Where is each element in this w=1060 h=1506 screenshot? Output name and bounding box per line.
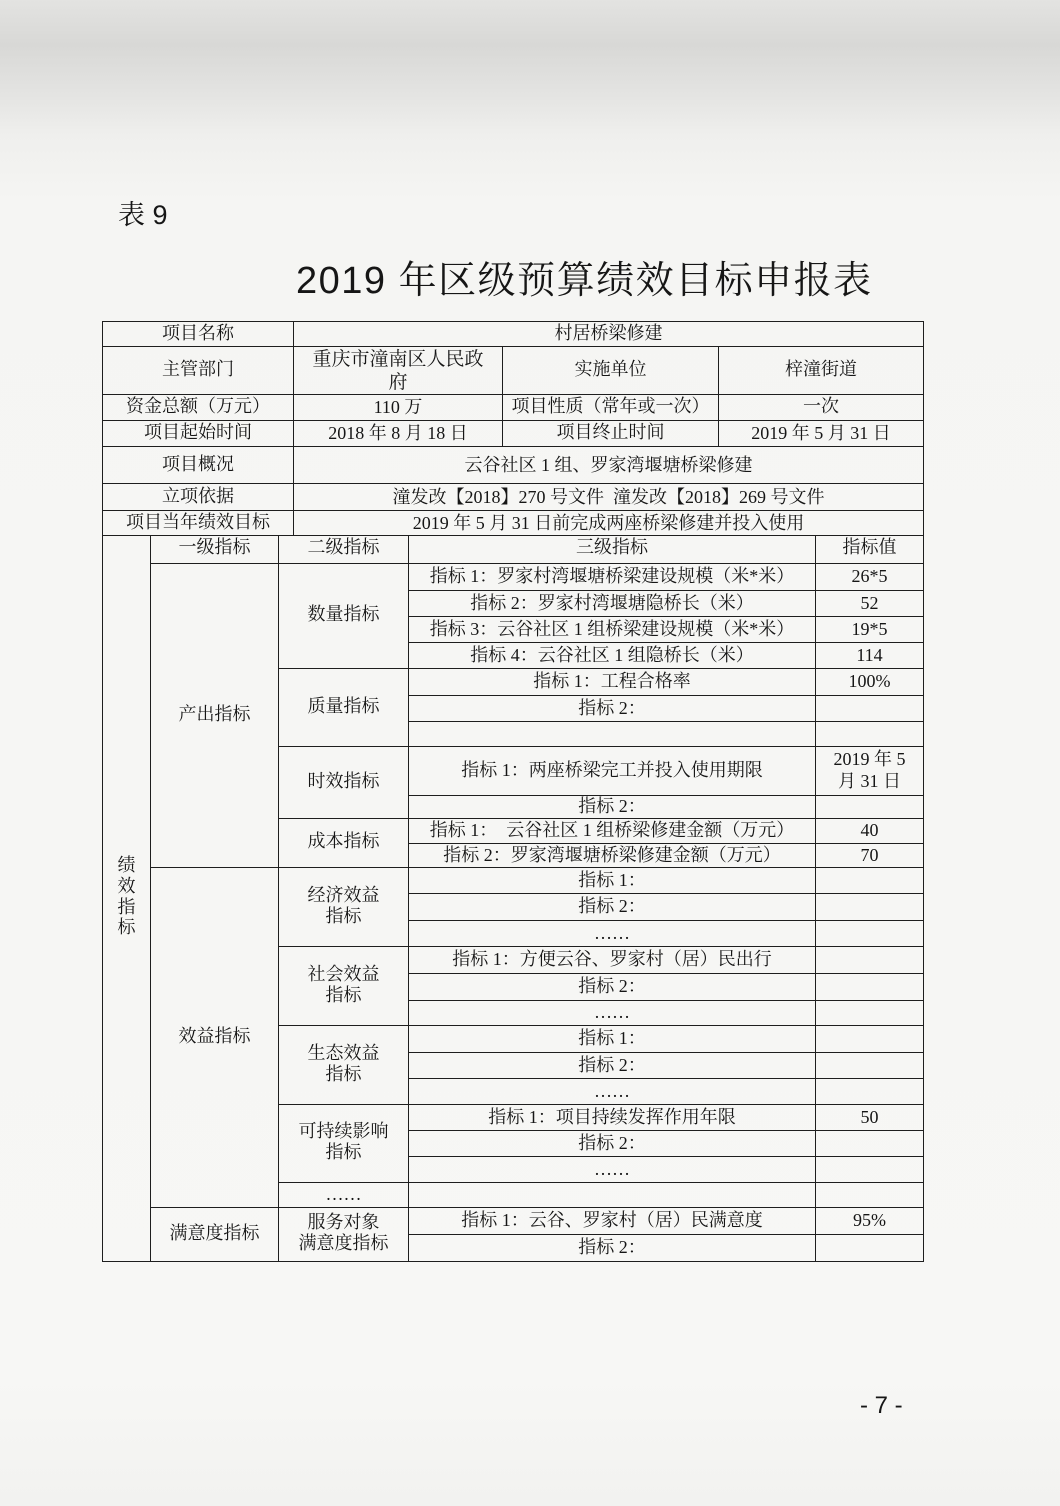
level3-indicator: 指标 1：项目持续发挥作用年限	[409, 1104, 816, 1130]
performance-indicators-cell	[103, 535, 151, 1261]
table-row	[103, 1207, 924, 1234]
indicator-value	[816, 695, 924, 721]
level3-indicator: 指标 1：	[409, 867, 816, 893]
indicator-value	[816, 1052, 924, 1078]
annual-goal-label: 项目当年绩效目标	[103, 511, 294, 536]
level3-indicator: 指标 1：罗家村湾堰塘桥梁建设规模（米*米）	[409, 563, 816, 590]
goal-row	[103, 511, 924, 536]
approval-basis-value: 潼发改【2018】270 号文件 潼发改【2018】269 号文件	[294, 484, 924, 511]
level3-indicator: 指标 2：	[409, 973, 816, 1000]
indicator-value	[816, 893, 924, 920]
level3-indicator: 指标 2：	[409, 893, 816, 920]
project-nature-label: 项目性质（常年或一次）	[503, 395, 719, 421]
level1-label: 产出指标	[151, 563, 279, 867]
indicator-value: 114	[816, 642, 924, 668]
page-number: - 7 -	[860, 1392, 903, 1419]
performance-indicators-table	[102, 535, 924, 1262]
table-row	[103, 563, 924, 590]
project-overview-label: 项目概况	[103, 447, 294, 484]
table-row	[103, 867, 924, 893]
level3-indicator	[409, 721, 816, 746]
approval-basis-label: 立项依据	[103, 484, 294, 511]
header-level2: 二级指标	[279, 535, 409, 563]
level3-indicator: ……	[409, 1000, 816, 1025]
table-number: 表 9	[118, 200, 168, 230]
indicator-value: 26*5	[816, 563, 924, 590]
level3-indicator: 指标 1：方便云谷、罗家村（居）民出行	[409, 946, 816, 973]
indicator-value	[816, 867, 924, 893]
level3-indicator: ……	[409, 1078, 816, 1104]
project-info-table	[102, 321, 924, 536]
department-row	[103, 347, 924, 395]
level3-indicator	[409, 1182, 816, 1207]
indicator-value	[816, 1078, 924, 1104]
level2-label: 生态效益 指标	[279, 1025, 409, 1104]
level3-indicator: ……	[409, 1156, 816, 1182]
indicator-value: 19*5	[816, 616, 924, 642]
indicator-value: 40	[816, 818, 924, 843]
level3-indicator: 指标 2：	[409, 1130, 816, 1156]
period-row	[103, 421, 924, 447]
annual-goal-value: 2019 年 5 月 31 日前完成两座桥梁修建并投入使用	[294, 511, 924, 536]
level2-label: 质量指标	[279, 668, 409, 746]
level2-label: 数量指标	[279, 563, 409, 668]
indicator-value: 2019 年 5 月 31 日	[833, 748, 910, 791]
end-date-value: 2019 年 5 月 31 日	[719, 421, 924, 447]
level3-indicator: 指标 2：	[409, 1234, 816, 1261]
level2-label: 成本指标	[279, 818, 409, 867]
level3-indicator: 指标 1：两座桥梁完工并投入使用期限	[409, 746, 816, 795]
level3-indicator: 指标 1：云谷、罗家村（居）民满意度	[409, 1207, 816, 1234]
indicator-value	[816, 1025, 924, 1052]
start-date-label: 项目起始时间	[103, 421, 294, 447]
level3-indicator: 指标 2：	[409, 795, 816, 818]
project-name-row	[103, 322, 924, 347]
header-level1: 一级指标	[151, 535, 279, 563]
indicator-value	[816, 1182, 924, 1207]
overview-row	[103, 447, 924, 484]
indicator-value	[816, 1000, 924, 1025]
level3-indicator: ……	[409, 920, 816, 946]
basis-row	[103, 484, 924, 511]
header-level3: 三级指标	[409, 535, 816, 563]
project-name-value: 村居桥梁修建	[294, 322, 924, 347]
indicator-value: 95%	[816, 1207, 924, 1234]
indicator-value: 100%	[816, 668, 924, 695]
level2-label: 可持续影响 指标	[279, 1104, 409, 1182]
implementing-unit-value: 梓潼街道	[719, 347, 924, 395]
indicator-value-cell	[816, 746, 924, 795]
level2-label: 社会效益 指标	[279, 946, 409, 1025]
performance-indicators-label: 绩效指标	[117, 855, 136, 939]
indicator-value	[816, 946, 924, 973]
level2-label: 服务对象 满意度指标	[279, 1207, 409, 1261]
indicator-value	[816, 973, 924, 1000]
indicator-value: 52	[816, 590, 924, 616]
level3-indicator: 指标 1：工程合格率	[409, 668, 816, 695]
level2-label: ……	[279, 1182, 409, 1207]
indicator-value	[816, 920, 924, 946]
level3-indicator: 指标 1：	[409, 1025, 816, 1052]
project-overview-value: 云谷社区 1 组、罗家湾堰塘桥梁修建	[294, 447, 924, 484]
indicator-value: 50	[816, 1104, 924, 1130]
project-nature-value: 一次	[719, 395, 924, 421]
page-title: 2019 年区级预算绩效目标申报表	[296, 260, 873, 302]
start-date-value: 2018 年 8 月 18 日	[294, 421, 503, 447]
project-name-label: 项目名称	[103, 322, 294, 347]
level1-label: 效益指标	[151, 867, 279, 1207]
level3-indicator: 指标 2：罗家村湾堰塘隐桥长（米）	[409, 590, 816, 616]
level3-indicator: 指标 2：	[409, 1052, 816, 1078]
total-funds-label: 资金总额（万元）	[103, 395, 294, 421]
level3-indicator: 指标 2：	[409, 695, 816, 721]
level1-label: 满意度指标	[151, 1207, 279, 1261]
end-date-label: 项目终止时间	[503, 421, 719, 447]
level2-label: 时效指标	[279, 746, 409, 818]
competent-dept-label: 主管部门	[103, 347, 294, 395]
header-value: 指标值	[816, 535, 924, 563]
indicator-value	[816, 795, 924, 818]
indicator-value: 70	[816, 843, 924, 867]
indicator-value	[816, 1130, 924, 1156]
funds-row	[103, 395, 924, 421]
indicator-value	[816, 1234, 924, 1261]
level3-indicator: 指标 4：云谷社区 1 组隐桥长（米）	[409, 642, 816, 668]
level3-indicator: 指标 2：罗家湾堰塘桥梁修建金额（万元）	[409, 843, 816, 867]
level2-label: 经济效益 指标	[279, 867, 409, 946]
level3-indicator: 指标 3：云谷社区 1 组桥梁建设规模（米*米）	[409, 616, 816, 642]
competent-dept-cell	[294, 347, 503, 395]
level3-indicator: 指标 1： 云谷社区 1 组桥梁修建金额（万元）	[409, 818, 816, 843]
indicator-header-row	[103, 535, 924, 563]
indicator-value	[816, 1156, 924, 1182]
indicator-value	[816, 721, 924, 746]
implementing-unit-label: 实施单位	[503, 347, 719, 395]
competent-dept-value: 重庆市潼南区人民政府	[312, 347, 484, 393]
total-funds-value: 110 万	[294, 395, 503, 421]
